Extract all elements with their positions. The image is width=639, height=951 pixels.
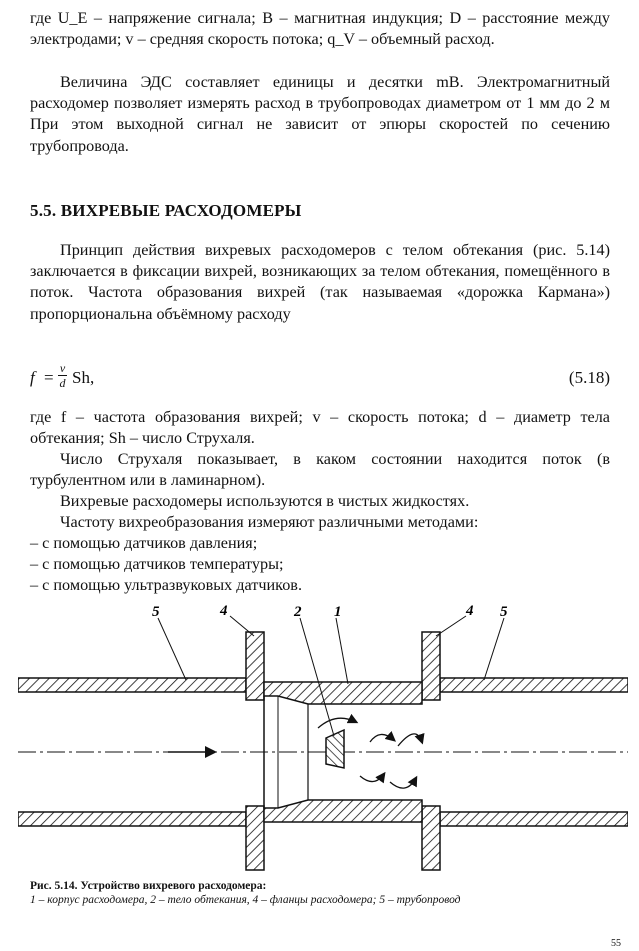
formula-numerator: v: [59, 361, 66, 375]
vortex-arrow: [398, 734, 422, 746]
right-flange-bottom: [422, 806, 440, 870]
methods-list: [30, 533, 610, 597]
right-pipe-top-wall: [440, 678, 628, 692]
label-pipe-right: 5: [500, 604, 508, 620]
formula-rhs: Sh,: [72, 368, 95, 387]
principle-paragraph: Принцип действия вихревых расходомеров с телом обтекания (рис. 5.14) заключается в фиксации вихрей, возникающих за телом обтекания, помещённого в поток. Частота образования вихрей (так называемая «дорожка Кармана») пропорциональна объёмному расходу: [30, 241, 610, 323]
variables-definition-paragraph: где f – частота образования вихрей; v – скорость потока; d – диаметр тела обтекания; Sh – число Струхаля.: [30, 408, 610, 448]
label-pipe-left: 5: [152, 604, 160, 620]
list-item: – с помощью ультразвуковых датчиков.: [30, 576, 302, 595]
label-bluff-body: 2: [294, 604, 302, 620]
formula-equals: =: [44, 368, 54, 387]
page-number: 55: [611, 938, 621, 949]
caption-body: 1 – корпус расходомера, 2 – тело обтекания, 4 – фланцы расходомера; 5 – трубопровод: [30, 893, 461, 906]
left-pipe-top-wall: [18, 678, 246, 692]
list-item: – с помощью датчиков давления;: [30, 534, 258, 552]
caption-title: Рис. 5.14. Устройство вихревого расходомера:: [30, 880, 267, 892]
right-pipe-bottom-wall: [440, 812, 628, 826]
label-body: 1: [334, 604, 342, 620]
vortex-arrow: [390, 778, 416, 788]
formula-fraction: [58, 362, 67, 389]
label-flange-left: 4: [220, 603, 228, 619]
bluff-body: [326, 730, 344, 768]
vortex-arrow: [360, 774, 384, 782]
intro-variables-paragraph: где U_E – напряжение сигнала; B – магнитная индукция; D – расстояние между электродами; v – средняя скорость потока; q_V – объемный расход.: [30, 9, 610, 49]
left-pipe-bottom-wall: [18, 812, 246, 826]
intro-emf-paragraph: Величина ЭДС составляет единицы и десятки mВ. Электромагнитный расходомер позволяет измерять расход в трубопроводах диаметром от 1 мм до 2 м При этом выходной сигнал не зависит от эпюры скоростей по сечению трубопровода.: [30, 73, 610, 155]
section-heading: 5.5. ВИХРЕВЫЕ РАСХОДОМЕРЫ: [30, 201, 302, 220]
meter-body-top: [264, 682, 422, 704]
list-item: – с помощью датчиков температуры;: [30, 555, 284, 574]
left-flange-top: [246, 632, 264, 700]
flowmeter-diagram: [18, 600, 628, 875]
vortex-flowmeter-figure: [18, 600, 628, 875]
label-flange-right: 4: [466, 603, 474, 619]
formula-denominator: d: [59, 376, 66, 390]
right-flange-top: [422, 632, 440, 700]
figure-caption: [30, 880, 615, 907]
meter-body-bottom: [264, 800, 422, 822]
methods-intro-paragraph: Частоту вихреобразования измеряют различными методами:: [60, 513, 479, 531]
vortex-arrow: [318, 718, 356, 728]
left-flange-bottom: [246, 806, 264, 870]
usage-paragraph: Вихревые расходомеры используются в чистых жидкостях.: [60, 492, 470, 510]
formula-number: (5.18): [568, 368, 610, 387]
vortex-arrow: [370, 734, 394, 742]
formula-lhs: f: [30, 368, 35, 387]
formula-5-18: [30, 362, 610, 394]
strouhal-paragraph: Число Струхаля показывает, в каком состоянии находится поток (в турбулентном или в ламинарном).: [30, 450, 610, 490]
